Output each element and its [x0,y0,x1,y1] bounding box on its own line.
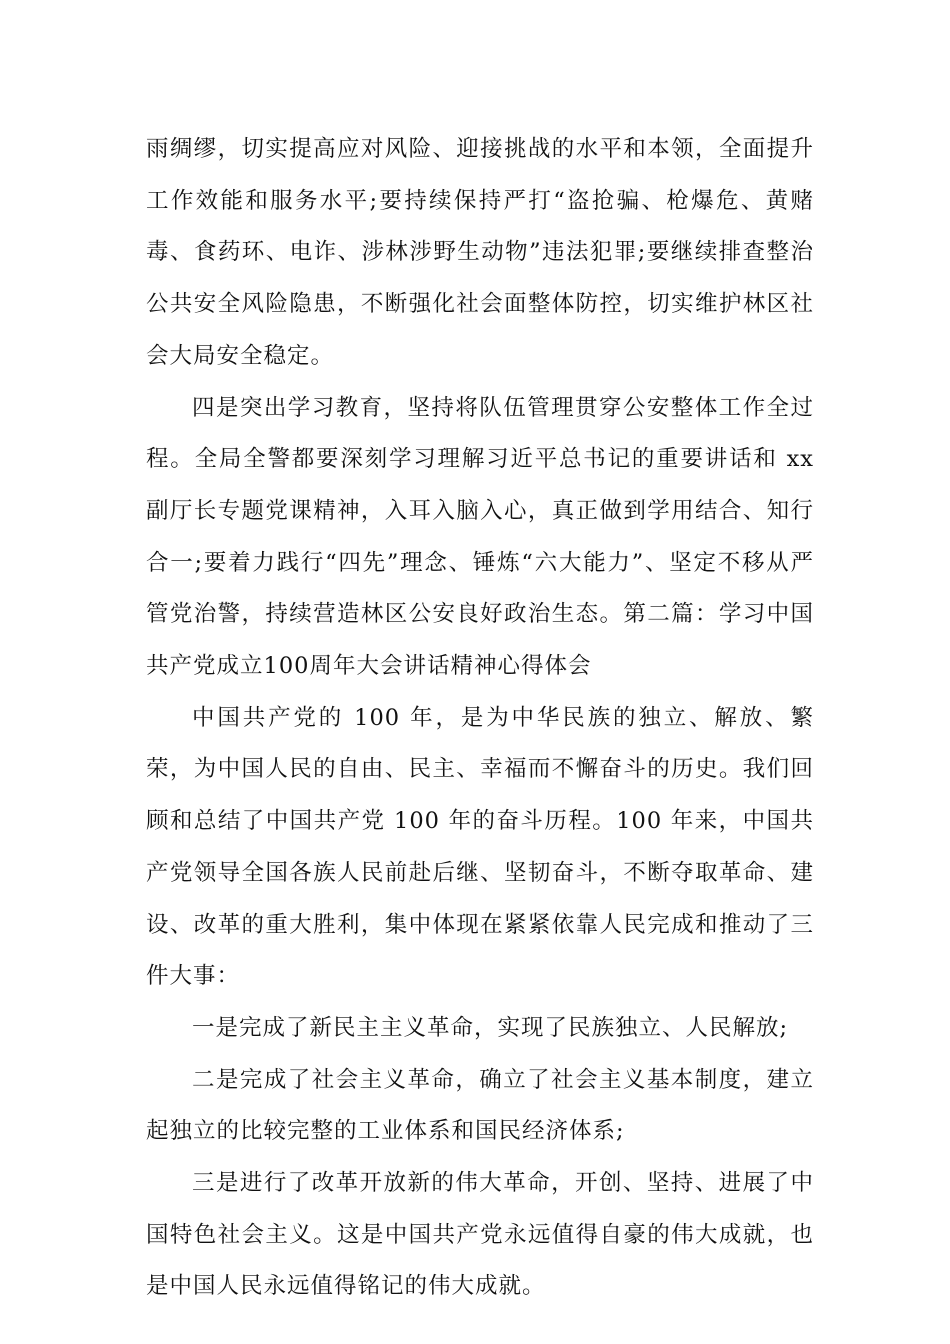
paragraph-first-achievement: 一是完成了新民主主义革命，实现了民族独立、人民解放; [192,1014,789,1041]
paragraph-party-history: 中国共产党的 100 年，是为中华民族的独立、解放、繁荣，为中国人民的自由、民主、幸福而不懈奋斗的历史。我们回顾和总结了中国共产党 100 年的奋斗历程。100 年来，中国共产党领导全国各族人民前赴后继、坚韧奋斗，不断夺取革命、建设、改革的重大胜利，集中体现在紧紧依靠人民完成和推动了三件大事： [146,704,814,990]
paragraph-study-education: 四是突出学习教育，坚持将队伍管理贯穿公安整体工作全过程。全局全警都要深刻学习理解习近平总书记的重要讲话和 xx 副厅长专题党课精神，入耳入脑入心，真正做到学用结合、知行合一;要着力践行“四先”理念、锤炼“六大能力”、坚定不移从严管党治警，持续营造林区公安良好政治生态。第二篇：学习中国共产党成立100周年大会讲话精神心得体会 [146,394,814,680]
paragraph-third-achievement: 三是进行了改革开放新的伟大革命，开创、坚持、进展了中国特色社会主义。这是中国共产党永远值得自豪的伟大成就，也是中国人民永远值得铭记的伟大成就。 [146,1170,814,1300]
paragraph-continuation: 雨绸缪，切实提高应对风险、迎接挑战的水平和本领，全面提升工作效能和服务水平;要持续保持严打“盗抢骗、枪爆危、黄赌毒、食药环、电诈、涉林涉野生动物”违法犯罪;要继续排查整治公共安全风险隐患，不断强化社会面整体防控，切实维护林区社会大局安全稳定。 [146,136,814,369]
document-body [146,124,814,1313]
paragraph-second-achievement: 二是完成了社会主义革命，确立了社会主义基本制度，建立起独立的比较完整的工业体系和国民经济体系; [146,1066,814,1145]
